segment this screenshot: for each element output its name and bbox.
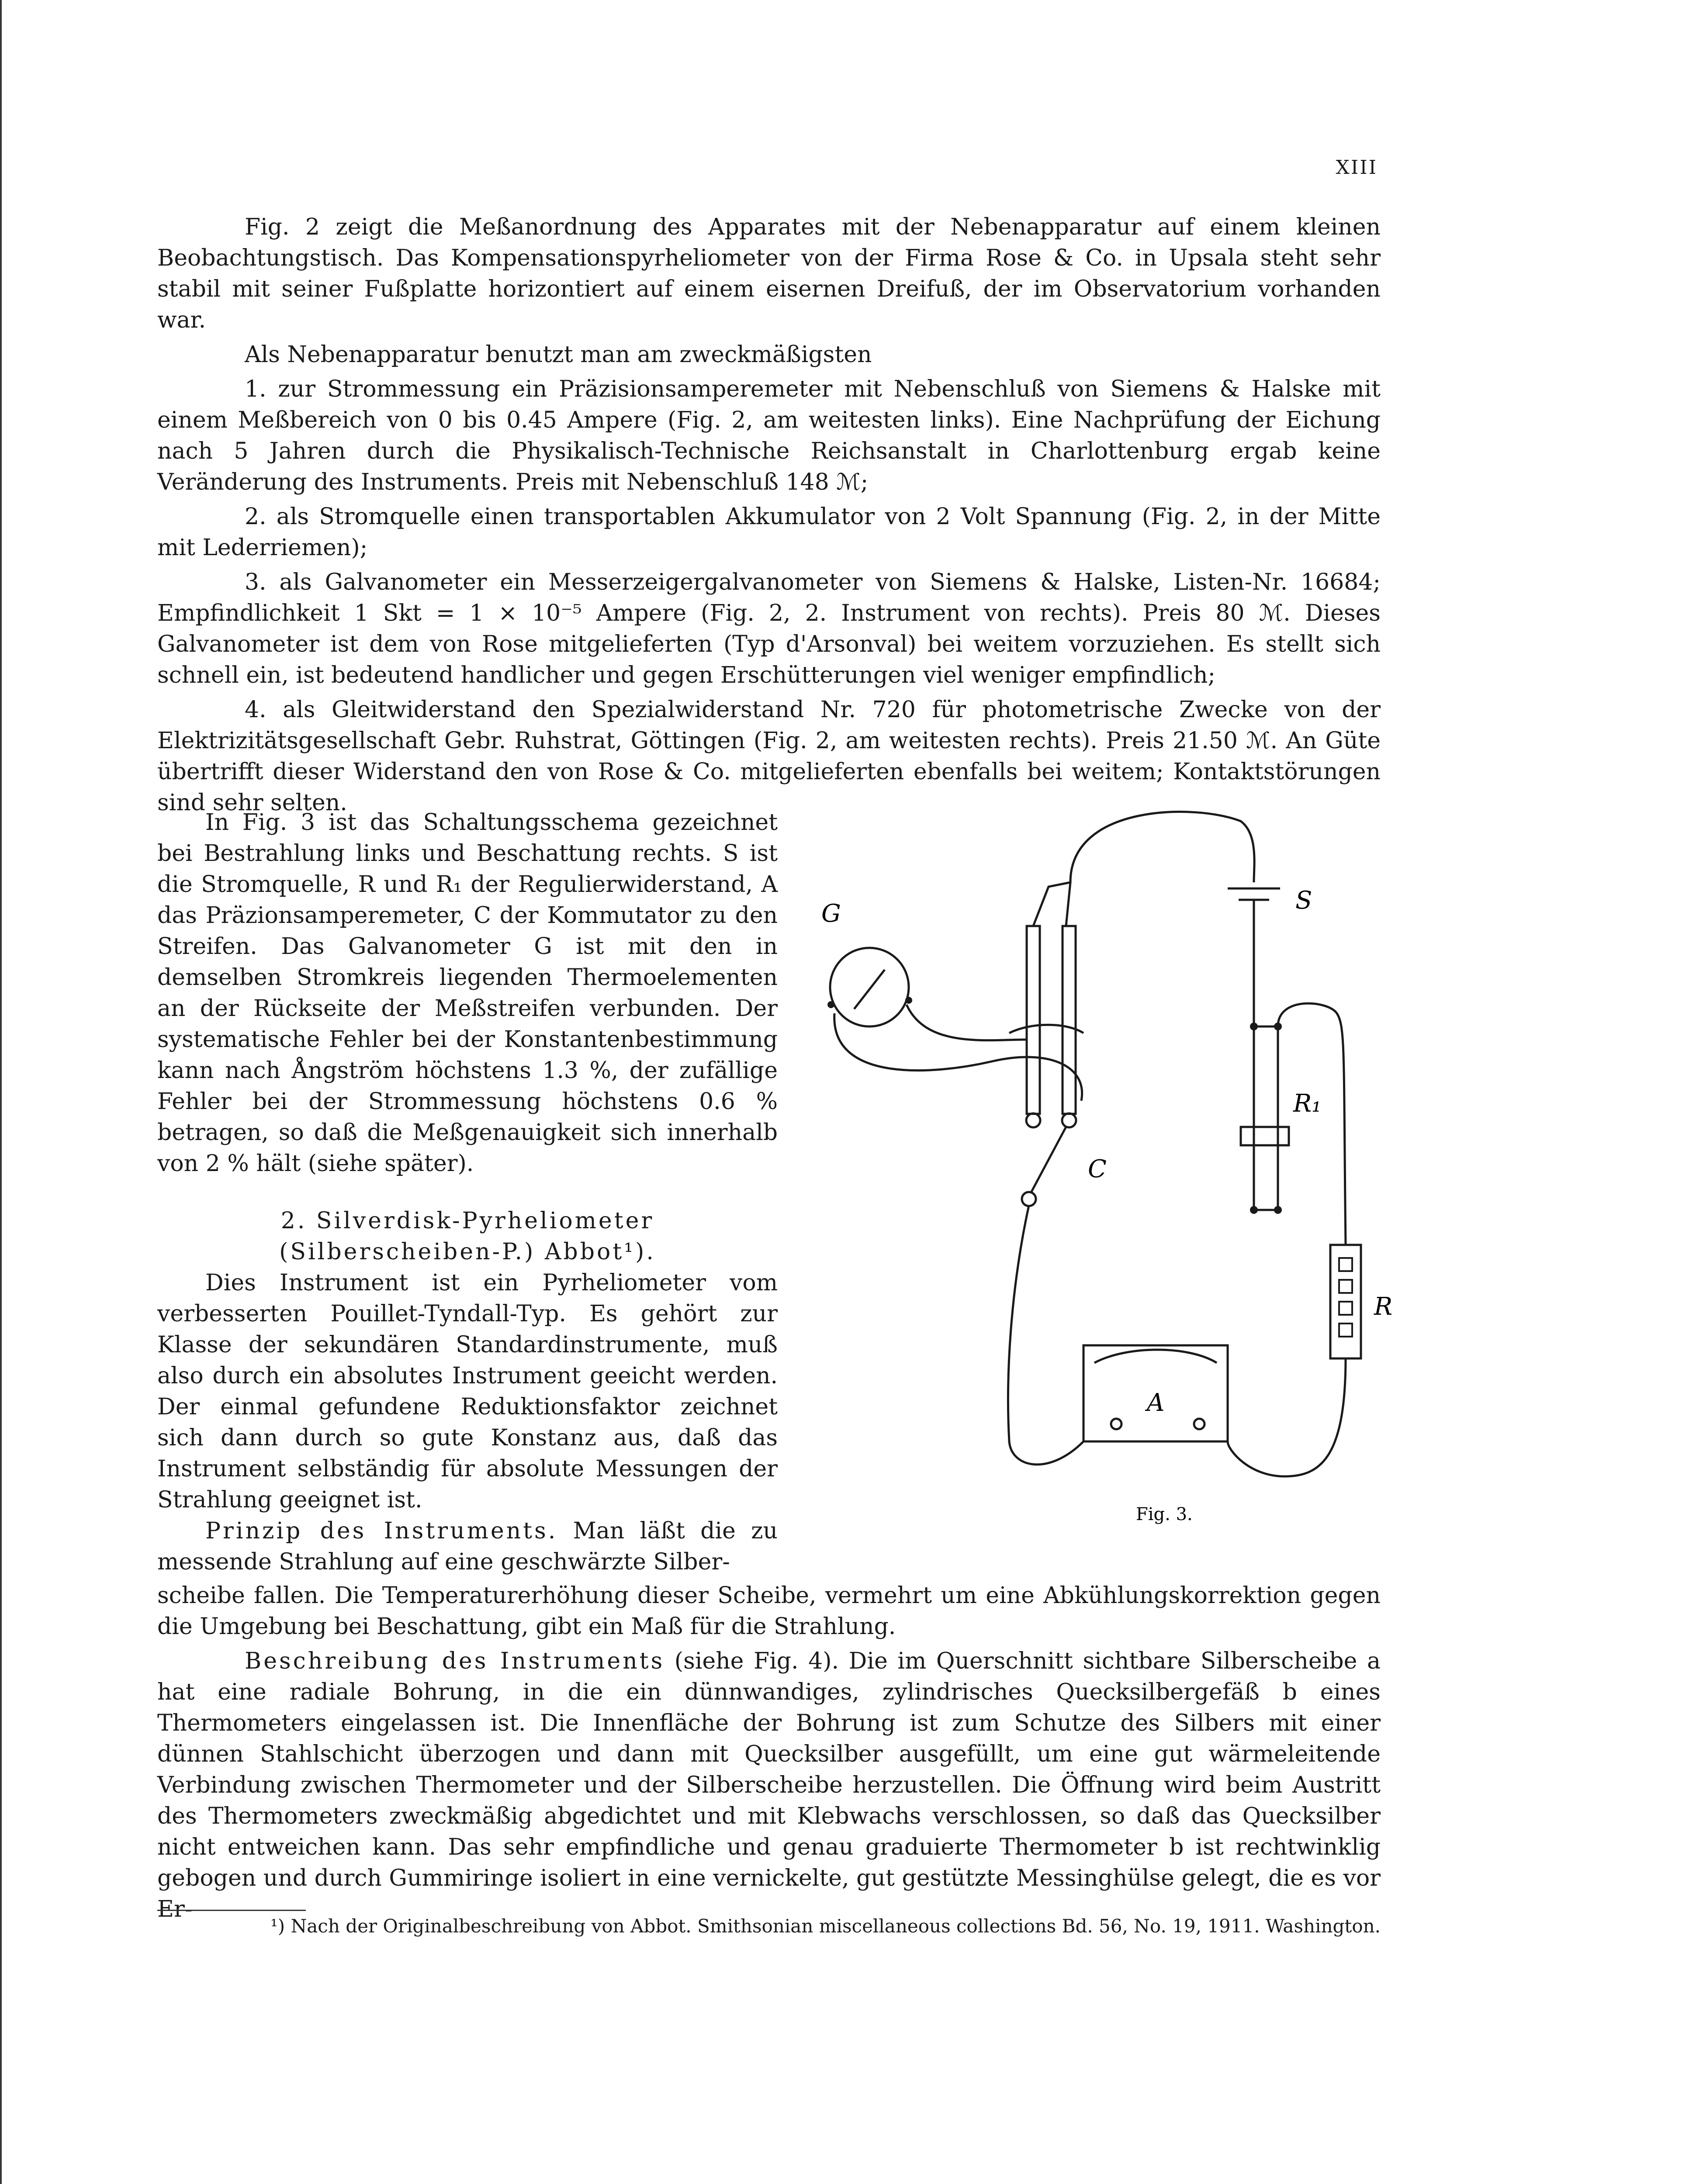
label-a: A bbox=[1147, 1389, 1165, 1417]
junction-5 bbox=[905, 997, 912, 1004]
paragraph-prinzip-start bbox=[157, 1516, 778, 1578]
ammeter-scale bbox=[1094, 1350, 1217, 1363]
galvanometer-g bbox=[830, 948, 909, 1026]
terminal-right-strip bbox=[1062, 1113, 1076, 1127]
commutator-c bbox=[1031, 1127, 1066, 1192]
wire-to-r bbox=[1278, 1003, 1346, 1245]
r-slot-3 bbox=[1339, 1302, 1352, 1315]
figure-3-circuit-diagram bbox=[804, 795, 1407, 1538]
list-item-4: 4. als Gleitwiderstand den Spezialwiderstand Nr. 720 für photometrische Zwecke von der Elektrizitätsgesellschaft Gebr. Ruhstrat, Göttingen (Fig. 2, am weitesten rechts). Preis 21.50 ℳ. An Güte übertrifft dieser Widerstand den von Rose & Co. mitgelieferten ebenfalls bei weitem; Kontaktstörungen sind sehr selten. bbox=[157, 697, 1381, 816]
wire-strip-cross bbox=[1009, 1025, 1083, 1033]
section-heading: 2. Silverdisk-Pyrheliometer bbox=[280, 1208, 654, 1234]
r-slot-1 bbox=[1339, 1258, 1352, 1271]
junction-6 bbox=[827, 1001, 834, 1008]
junction-2 bbox=[1274, 1023, 1282, 1030]
paragraph-prinzip-cont: scheibe fallen. Die Temperaturerhöhung dieser Scheibe, vermehrt um eine Abkühlungskorrektion gegen die Umgebung bei Beschattung, gibt ein Maß für die Strahlung. bbox=[157, 1583, 1381, 1640]
list-item-1: 1. zur Strommessung ein Präzisionsamperemeter mit Nebenschluß von Siemens & Halske mit einem Meßbereich von 0 bis 0.45 Ampere (Fig. 2, am weitesten links). Eine Nachprüfung der Eichung nach 5 Jahren durch die Physikalisch-Technische Reichsanstalt in Charlottenburg ergab keine Veränderung des Instruments. Preis mit Nebenschluß 148 ℳ; bbox=[157, 376, 1381, 495]
paragraph-nebenapparatur: Als Nebenapparatur benutzt man am zweckmäßigsten bbox=[245, 342, 872, 368]
page-number: XIII bbox=[1336, 156, 1378, 179]
wire-g-right bbox=[907, 1005, 1027, 1040]
wire-commutator-down bbox=[1008, 1206, 1083, 1465]
paragraph-intro: Fig. 2 zeigt die Meßanordnung des Apparates mit der Nebenapparatur auf einem kleinen Beobachtungstisch. Das Kompensationspyrheliometer von der Firma Rose & Co. in Upsala steht sehr stabil mit seiner Fußplatte horizontiert auf einem eisernen Dreifuß, der im Observatorium vorhanden war. bbox=[157, 214, 1381, 333]
prinzip-label: Prinzip des Instruments. bbox=[205, 1518, 558, 1544]
prinzip-text-a: Man läßt die zu messende Strahlung auf eine geschwärzte Silber- bbox=[157, 1518, 778, 1575]
r-slot-2 bbox=[1339, 1280, 1352, 1293]
list-item-2: 2. als Stromquelle einen transportablen Akkumulator von 2 Volt Spannung (Fig. 2, in der Mitte mit Lederriemen); bbox=[157, 504, 1381, 561]
ammeter-terminal-left bbox=[1111, 1419, 1121, 1429]
section-heading-sub: (Silberscheiben-P.) Abbot¹). bbox=[279, 1239, 656, 1265]
body-text-left-column bbox=[157, 807, 778, 1578]
galvanometer-needle bbox=[854, 970, 885, 1009]
body-text-top bbox=[157, 212, 1381, 819]
paragraph-beschreibung bbox=[157, 1646, 1381, 1925]
paragraph-silverdisk: Dies Instrument ist ein Pyrheliometer vom verbesserten Pouillet-Tyndall-Typ. Es gehört zur Klasse der sekundären Standardinstrumente, muß also durch ein absolutes Instrument geeicht werden. Der einmal gefundene Reduktionsfaktor zeichnet sich dann durch so gute Konstanz aus, daß das Instrument selbständig für absolute Messungen der Strahlung geeignet ist. bbox=[157, 1270, 778, 1513]
ammeter-terminal-right bbox=[1194, 1419, 1205, 1429]
figure-caption: Fig. 3. bbox=[1136, 1504, 1193, 1524]
wire-fork bbox=[1033, 882, 1070, 926]
label-g: G bbox=[821, 899, 841, 928]
strip-right bbox=[1063, 926, 1076, 1114]
beschreibung-text: (siehe Fig. 4). Die im Querschnitt sichtbare Silberscheibe a hat eine radiale Bohrung, in die ein dünnwandiges, zylindrisches Quecksilbergefäß b eines Thermometers eingelassen ist. Die Innenfläche der Bohrung ist zum Schutze des Silbers mit einer dünnen Stahlschicht überzogen und dann mit Quecksilber ausgefüllt, um eine gut wärmeleitende Verbindung zwischen Thermometer und der Silberscheibe herzustellen. Die Öffnung wird beim Austritt des Thermometers zweckmäßig abgedichtet und mit Klebwachs verschlossen, so daß das Quecksilber nicht entweichen kann. Das sehr empfindliche und genau graduierte Thermometer b ist rechtwinklig gebogen und durch Gummiringe isoliert in eine vernickelte, gut gestützte Messinghülse gelegt, die es vor Er- bbox=[157, 1648, 1381, 1922]
footnote: ¹) Nach der Originalbeschreibung von Abbot. Smithsonian miscellaneous collections Bd. 56, No. 19, 1911. Washington. bbox=[270, 1915, 1381, 1937]
wire-top-loop bbox=[1070, 812, 1254, 882]
junction-1 bbox=[1250, 1023, 1258, 1030]
resistor-r1 bbox=[1241, 1127, 1289, 1145]
footnote-rule bbox=[157, 1910, 306, 1911]
junction-3 bbox=[1250, 1206, 1258, 1214]
paragraph-fig3: In Fig. 3 ist das Schaltungsschema gezeichnet bei Bestrahlung links und Beschattung rechts. S ist die Stromquelle, R und R₁ der Regulierwiderstand, A das Präzionsamperemeter, C der Kommutator zu den Streifen. Das Galvanometer G ist mit den in demselben Stromkreis liegenden Thermoelementen an der Rückseite der Meßstreifen verbunden. Der systematische Fehler bei der Konstantenbestimmung kann nach Ångström höchstens 1.3 %, der zufällige Fehler bei der Strommessung höchstens 0.6 % betragen, so daß die Meßgenauigkeit sich innerhalb von 2 % hält (siehe später). bbox=[157, 809, 778, 1177]
label-c: C bbox=[1088, 1155, 1107, 1183]
scan-edge bbox=[0, 0, 4, 2184]
label-s: S bbox=[1295, 886, 1312, 915]
beschreibung-label: Beschreibung des Instruments bbox=[245, 1648, 665, 1674]
body-text-bottom bbox=[157, 1580, 1381, 1925]
r-slot-4 bbox=[1339, 1324, 1352, 1337]
list-item-3: 3. als Galvanometer ein Messerzeigergalvanometer von Siemens & Halske, Listen-Nr. 16684; Empfindlichkeit 1 Skt = 1 × 10⁻⁵ Ampere (Fig. 2, 2. Instrument von rechts). Preis 80 ℳ. Dieses Galvanometer ist dem von Rose mitgelieferten (Typ d'Arsonval) bei weitem vorzuziehen. Es stellt sich schnell ein, ist bedeutend handlicher und gegen Erschütterungen viel weniger empfindlich; bbox=[157, 569, 1381, 688]
commutator-pivot bbox=[1022, 1192, 1036, 1206]
wire-r-to-ammeter bbox=[1228, 1358, 1346, 1476]
terminal-left-strip bbox=[1026, 1113, 1040, 1127]
junction-4 bbox=[1274, 1206, 1282, 1214]
strip-left bbox=[1027, 926, 1040, 1114]
label-r1: R₁ bbox=[1293, 1089, 1322, 1118]
label-r: R bbox=[1374, 1292, 1393, 1321]
